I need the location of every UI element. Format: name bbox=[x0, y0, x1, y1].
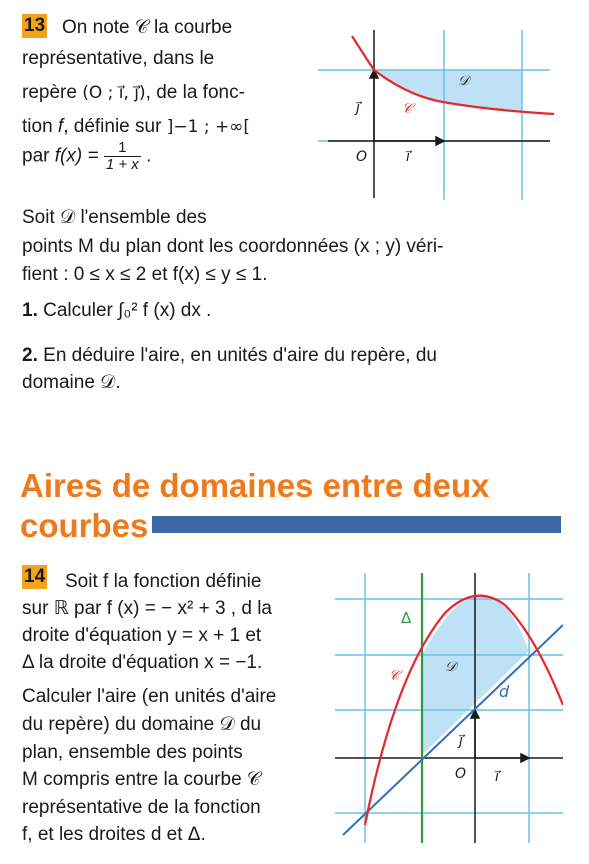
ex13-text-line5 bbox=[22, 140, 151, 173]
ex14-label-delta: Δ bbox=[401, 609, 412, 627]
ex13-text-line4 bbox=[22, 114, 250, 140]
ex13-q2-number: 2. bbox=[22, 345, 38, 366]
ex13-frame-notation: (O ; i⃗, j⃗) bbox=[82, 83, 146, 103]
ex13-axes bbox=[328, 30, 550, 198]
ex13-question-2-line1 bbox=[22, 343, 437, 369]
ex13-frac-denominator: 1 + x bbox=[105, 156, 139, 173]
ex13-figure bbox=[318, 30, 558, 200]
ex14-line4: Δ la droite d'équation x = −1. bbox=[22, 652, 263, 673]
section-title-line1: Aires de domaines entre deux bbox=[20, 467, 490, 504]
ex13-label-i: i⃗ bbox=[406, 149, 410, 165]
ex14-label-j: j⃗ bbox=[459, 733, 463, 749]
ex13-q2-text: En déduire l'aire, en unités d'aire du repère, du bbox=[43, 345, 437, 366]
ex14-label-i: i⃗ bbox=[495, 769, 499, 785]
ex13-line3-c: , de la fonc- bbox=[145, 82, 245, 103]
ex14-line1: Soit f la fonction définie bbox=[65, 571, 262, 592]
ex14-line2: sur ℝ par f (x) = − x² + 3 , d la bbox=[22, 598, 272, 619]
ex13-q1-number: 1. bbox=[22, 300, 38, 321]
ex14-label-D: 𝒟 bbox=[445, 659, 457, 675]
ex13-question-1 bbox=[22, 298, 211, 324]
ex13-label-O: O bbox=[356, 149, 368, 165]
ex13-q1-text: Calculer ∫₀² f (x) dx . bbox=[43, 300, 212, 321]
ex13-grid bbox=[318, 30, 550, 200]
ex13-fraction bbox=[104, 140, 141, 173]
ex14-label-d: d bbox=[499, 682, 510, 701]
ex13-line5-end: . bbox=[146, 145, 152, 167]
ex13-line4-f: f bbox=[57, 116, 64, 137]
ex14-unit-vectors bbox=[471, 710, 529, 762]
ex13-text-line2: représentative, dans le bbox=[22, 48, 215, 69]
ex14-line6: du repère) du domaine 𝒟 du bbox=[22, 714, 262, 735]
ex13-text-line1: On note 𝒞 la courbe bbox=[62, 17, 233, 38]
ex13-frac-numerator: 1 bbox=[104, 140, 141, 157]
ex13-question-2-line2: domaine 𝒟. bbox=[22, 372, 121, 393]
ex13-line4-a: tion bbox=[22, 116, 53, 137]
ex14-line5: Calculer l'aire (en unités d'aire bbox=[22, 686, 277, 707]
section-title-bar bbox=[152, 516, 561, 533]
ex14-line3: droite d'équation y = x + 1 et bbox=[22, 625, 262, 646]
ex13-domain-fill bbox=[374, 70, 522, 111]
exercise-14-number: 14 bbox=[24, 566, 46, 587]
ex13-para2-line3: fient : 0 ≤ x ≤ 2 et f(x) ≤ y ≤ 1. bbox=[22, 264, 268, 285]
exercise-13-number: 13 bbox=[24, 15, 46, 36]
ex13-line5-a: par bbox=[22, 145, 50, 167]
ex13-line3-a: repère bbox=[22, 82, 77, 103]
ex13-label-D: 𝒟 bbox=[458, 73, 470, 89]
ex13-text-line3 bbox=[22, 80, 245, 106]
ex13-line4-b: , définie sur bbox=[63, 116, 162, 137]
ex13-label-j: j⃗ bbox=[356, 100, 360, 116]
ex14-line8: M compris entre la courbe 𝒞 bbox=[22, 769, 261, 790]
ex13-domain-interval: ]−1 ; +∞[ bbox=[166, 117, 250, 137]
ex14-line7: plan, ensemble des points bbox=[22, 742, 243, 763]
ex14-line9: représentative de la fonction bbox=[22, 797, 261, 818]
ex14-line10: f, et les droites d et Δ. bbox=[22, 824, 206, 845]
ex14-figure bbox=[335, 573, 563, 843]
section-title-line2: courbes bbox=[20, 507, 149, 544]
ex14-label-C: 𝒞 bbox=[389, 668, 400, 684]
ex13-para2-line2: points M du plan dont les coordonnées (x ; y) véri- bbox=[22, 236, 444, 257]
ex13-label-C: 𝒞 bbox=[402, 101, 413, 117]
ex13-para2-line1: Soit 𝒟 l'ensemble des bbox=[22, 207, 207, 228]
ex13-fx-label: f(x) = bbox=[54, 145, 99, 167]
ex14-label-O: O bbox=[455, 766, 467, 782]
